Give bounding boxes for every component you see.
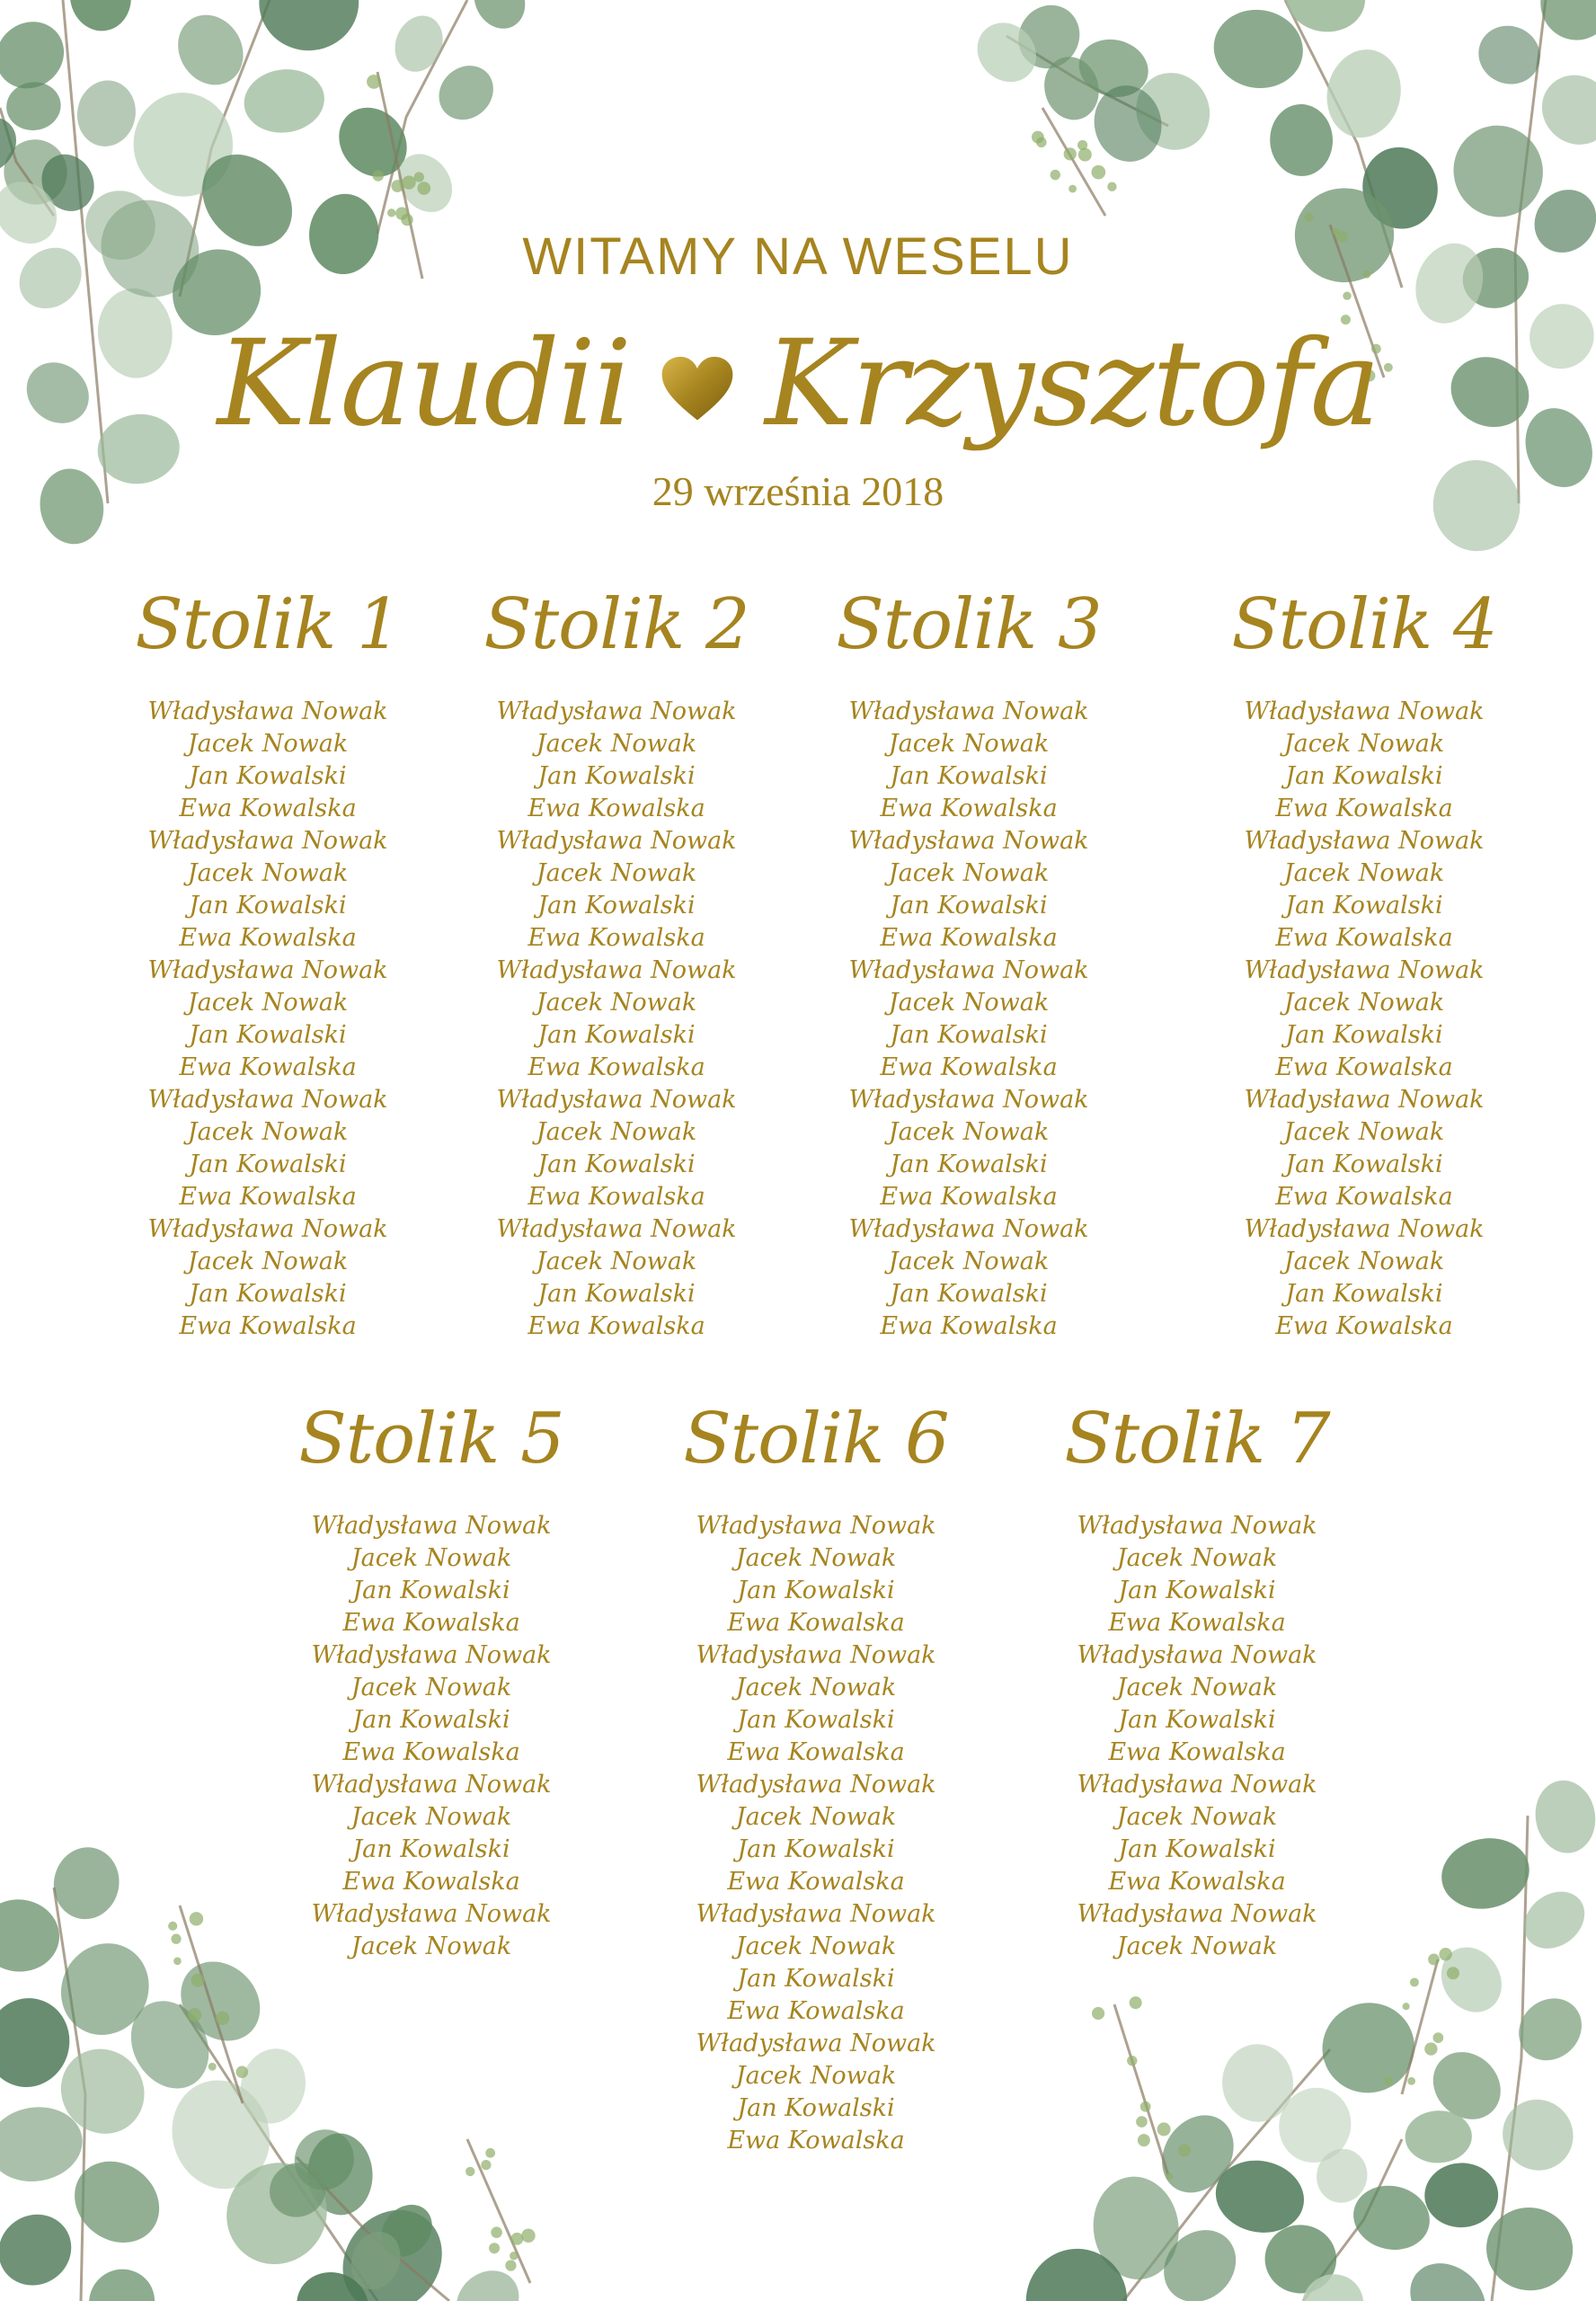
guest-name: Ewa Kowalska [727,1609,905,1637]
guest-name: Jan Kowalski [352,1835,510,1863]
table-2 [446,575,787,1343]
guest-name: Ewa Kowalska [179,1183,357,1211]
guest-name: Ewa Kowalska [528,1312,705,1340]
guest-name: Jacek Nowak [187,1248,349,1275]
guest-name: Jan Kowalski [537,762,696,790]
guest-name: Ewa Kowalska [880,924,1058,952]
guest-name: Jacek Nowak [1283,730,1445,758]
guest-name: Władysława Nowak [311,1641,552,1669]
guest-name: Ewa Kowalska [1108,1609,1286,1637]
guest-name: Władysława Nowak [311,1512,552,1540]
guest-name: Jacek Nowak [888,859,1050,887]
table-title: Stolik 6 [683,1399,949,1479]
guest-name: Władysława Nowak [147,827,388,855]
bride-name: Klaudii [217,315,631,453]
table-title: Stolik 5 [298,1399,564,1479]
guest-name: Władysława Nowak [848,697,1089,725]
guest-name: Jacek Nowak [187,989,349,1017]
guest-name: Władysława Nowak [496,1086,737,1114]
guest-name: Jan Kowalski [189,1021,347,1049]
heart-icon [661,355,734,423]
guest-name: Ewa Kowalska [528,1053,705,1081]
wedding-date: 29 września 2018 [652,468,944,514]
greeting-heading: WITAMY NA WESELU [522,227,1074,286]
guest-name: Jan Kowalski [737,1706,895,1734]
guest-name: Jan Kowalski [737,1577,895,1604]
guest-name: Jacek Nowak [187,859,349,887]
guest-name: Jacek Nowak [1116,1932,1278,1960]
guest-name: Jacek Nowak [1283,1118,1445,1146]
guest-name: Władysława Nowak [1077,1771,1317,1799]
guest-name: Władysława Nowak [1244,956,1485,984]
guest-name: Władysława Nowak [147,697,388,725]
guest-name: Jacek Nowak [350,1803,512,1831]
guest-name: Ewa Kowalska [727,1868,905,1896]
guest-name: Jan Kowalski [352,1577,510,1604]
guest-name: Jan Kowalski [189,762,347,790]
guest-name: Jan Kowalski [1285,1280,1443,1308]
guest-name: Ewa Kowalska [179,1312,357,1340]
guest-name: Ewa Kowalska [342,1868,520,1896]
guest-name: Jacek Nowak [888,730,1050,758]
guest-name: Jacek Nowak [536,859,697,887]
guest-name: Ewa Kowalska [528,795,705,822]
guest-name: Jacek Nowak [735,1674,897,1701]
guest-name: Jacek Nowak [350,1674,512,1701]
guest-name: Jan Kowalski [537,892,696,920]
guest-name: Władysława Nowak [147,1086,388,1114]
guest-name: Ewa Kowalska [880,1312,1058,1340]
guest-name: Jan Kowalski [737,1835,895,1863]
guest-name: Jacek Nowak [735,2062,897,2090]
guest-name: Jan Kowalski [890,1021,1048,1049]
guest-name: Władysława Nowak [496,956,737,984]
table-4 [1193,575,1535,1343]
table-7 [1026,1390,1368,1963]
guest-name: Jan Kowalski [537,1150,696,1178]
guest-name: Jacek Nowak [536,730,697,758]
guest-name: Jacek Nowak [1116,1674,1278,1701]
couple-names [0,298,1596,469]
guest-name: Ewa Kowalska [1108,1868,1286,1896]
guest-name: Ewa Kowalska [1275,924,1453,952]
guest-name: Władysława Nowak [696,1900,936,1928]
guest-name: Jacek Nowak [187,1118,349,1146]
guest-name: Ewa Kowalska [1275,1053,1453,1081]
guest-name: Jacek Nowak [1116,1803,1278,1831]
guest-name: Jacek Nowak [735,1932,897,1960]
guest-name: Jan Kowalski [189,1280,347,1308]
guest-name: Jacek Nowak [1116,1544,1278,1572]
table-title: Stolik 7 [1064,1399,1330,1479]
guest-name: Jan Kowalski [537,1021,696,1049]
guest-name: Ewa Kowalska [342,1738,520,1766]
guest-name: Ewa Kowalska [727,1738,905,1766]
guest-name: Jacek Nowak [735,1544,897,1572]
guest-name: Władysława Nowak [1077,1641,1317,1669]
guest-name: Władysława Nowak [147,956,388,984]
guest-name: Ewa Kowalska [727,2127,905,2154]
guest-name: Władysława Nowak [848,1215,1089,1243]
table-title: Stolik 1 [135,584,401,665]
guest-name: Ewa Kowalska [1108,1738,1286,1766]
guest-name: Ewa Kowalska [727,1997,905,2025]
guest-name: Jacek Nowak [350,1932,512,1960]
guest-name: Władysława Nowak [311,1771,552,1799]
guest-name: Władysława Nowak [496,1215,737,1243]
table-5 [261,1390,602,1963]
table-1 [97,575,439,1343]
guest-name: Władysława Nowak [1244,1086,1485,1114]
table-6 [645,1390,987,2157]
guest-name: Ewa Kowalska [528,924,705,952]
guest-name: Jan Kowalski [1285,892,1443,920]
guest-name: Władysława Nowak [848,956,1089,984]
guest-name: Władysława Nowak [1244,827,1485,855]
table-title: Stolik 4 [1231,584,1497,665]
guest-name: Władysława Nowak [696,1641,936,1669]
guest-name: Ewa Kowalska [179,795,357,822]
guest-name: Jan Kowalski [1285,762,1443,790]
guest-name: Jan Kowalski [1285,1021,1443,1049]
guest-name: Jan Kowalski [189,892,347,920]
guest-name: Jan Kowalski [537,1280,696,1308]
guest-name: Jan Kowalski [890,1280,1048,1308]
guest-name: Ewa Kowalska [880,795,1058,822]
guest-name: Władysława Nowak [147,1215,388,1243]
table-title: Stolik 3 [836,584,1102,665]
guest-name: Jacek Nowak [187,730,349,758]
guest-name: Władysława Nowak [696,2030,936,2057]
guest-name: Jan Kowalski [890,892,1048,920]
groom-name: Krzysztofa [765,315,1379,453]
guest-name: Jan Kowalski [1285,1150,1443,1178]
guest-name: Władysława Nowak [696,1512,936,1540]
guest-name: Jan Kowalski [352,1706,510,1734]
guest-name: Ewa Kowalska [1275,795,1453,822]
guest-name: Jan Kowalski [890,762,1048,790]
guest-name: Jan Kowalski [189,1150,347,1178]
guest-name: Jacek Nowak [888,989,1050,1017]
table-3 [798,575,1139,1343]
guest-name: Ewa Kowalska [880,1183,1058,1211]
guest-name: Władysława Nowak [496,827,737,855]
guest-name: Władysława Nowak [1244,697,1485,725]
guest-name: Jacek Nowak [536,1248,697,1275]
guest-name: Ewa Kowalska [880,1053,1058,1081]
guest-name: Jan Kowalski [1118,1706,1276,1734]
guest-name: Ewa Kowalska [179,924,357,952]
guest-name: Ewa Kowalska [1275,1183,1453,1211]
guest-name: Jan Kowalski [1118,1835,1276,1863]
guest-name: Jacek Nowak [536,989,697,1017]
guest-name: Jacek Nowak [536,1118,697,1146]
guest-name: Władysława Nowak [696,1771,936,1799]
guest-name: Ewa Kowalska [179,1053,357,1081]
guest-name: Jacek Nowak [888,1118,1050,1146]
guest-name: Władysława Nowak [848,1086,1089,1114]
guest-name: Władysława Nowak [311,1900,552,1928]
guest-name: Jacek Nowak [1283,1248,1445,1275]
guest-name: Jacek Nowak [350,1544,512,1572]
guest-name: Władysława Nowak [1077,1512,1317,1540]
guest-name: Jan Kowalski [1118,1577,1276,1604]
guest-name: Władysława Nowak [848,827,1089,855]
guest-name: Ewa Kowalska [1275,1312,1453,1340]
guest-name: Ewa Kowalska [528,1183,705,1211]
guest-name: Władysława Nowak [496,697,737,725]
guest-name: Jacek Nowak [735,1803,897,1831]
guest-name: Jan Kowalski [890,1150,1048,1178]
guest-name: Ewa Kowalska [342,1609,520,1637]
table-title: Stolik 2 [483,584,749,665]
guest-name: Jacek Nowak [1283,859,1445,887]
guest-name: Władysława Nowak [1244,1215,1485,1243]
guest-name: Jan Kowalski [737,2094,895,2122]
guest-name: Jan Kowalski [737,1965,895,1993]
guest-name: Jacek Nowak [1283,989,1445,1017]
guest-name: Władysława Nowak [1077,1900,1317,1928]
guest-name: Jacek Nowak [888,1248,1050,1275]
